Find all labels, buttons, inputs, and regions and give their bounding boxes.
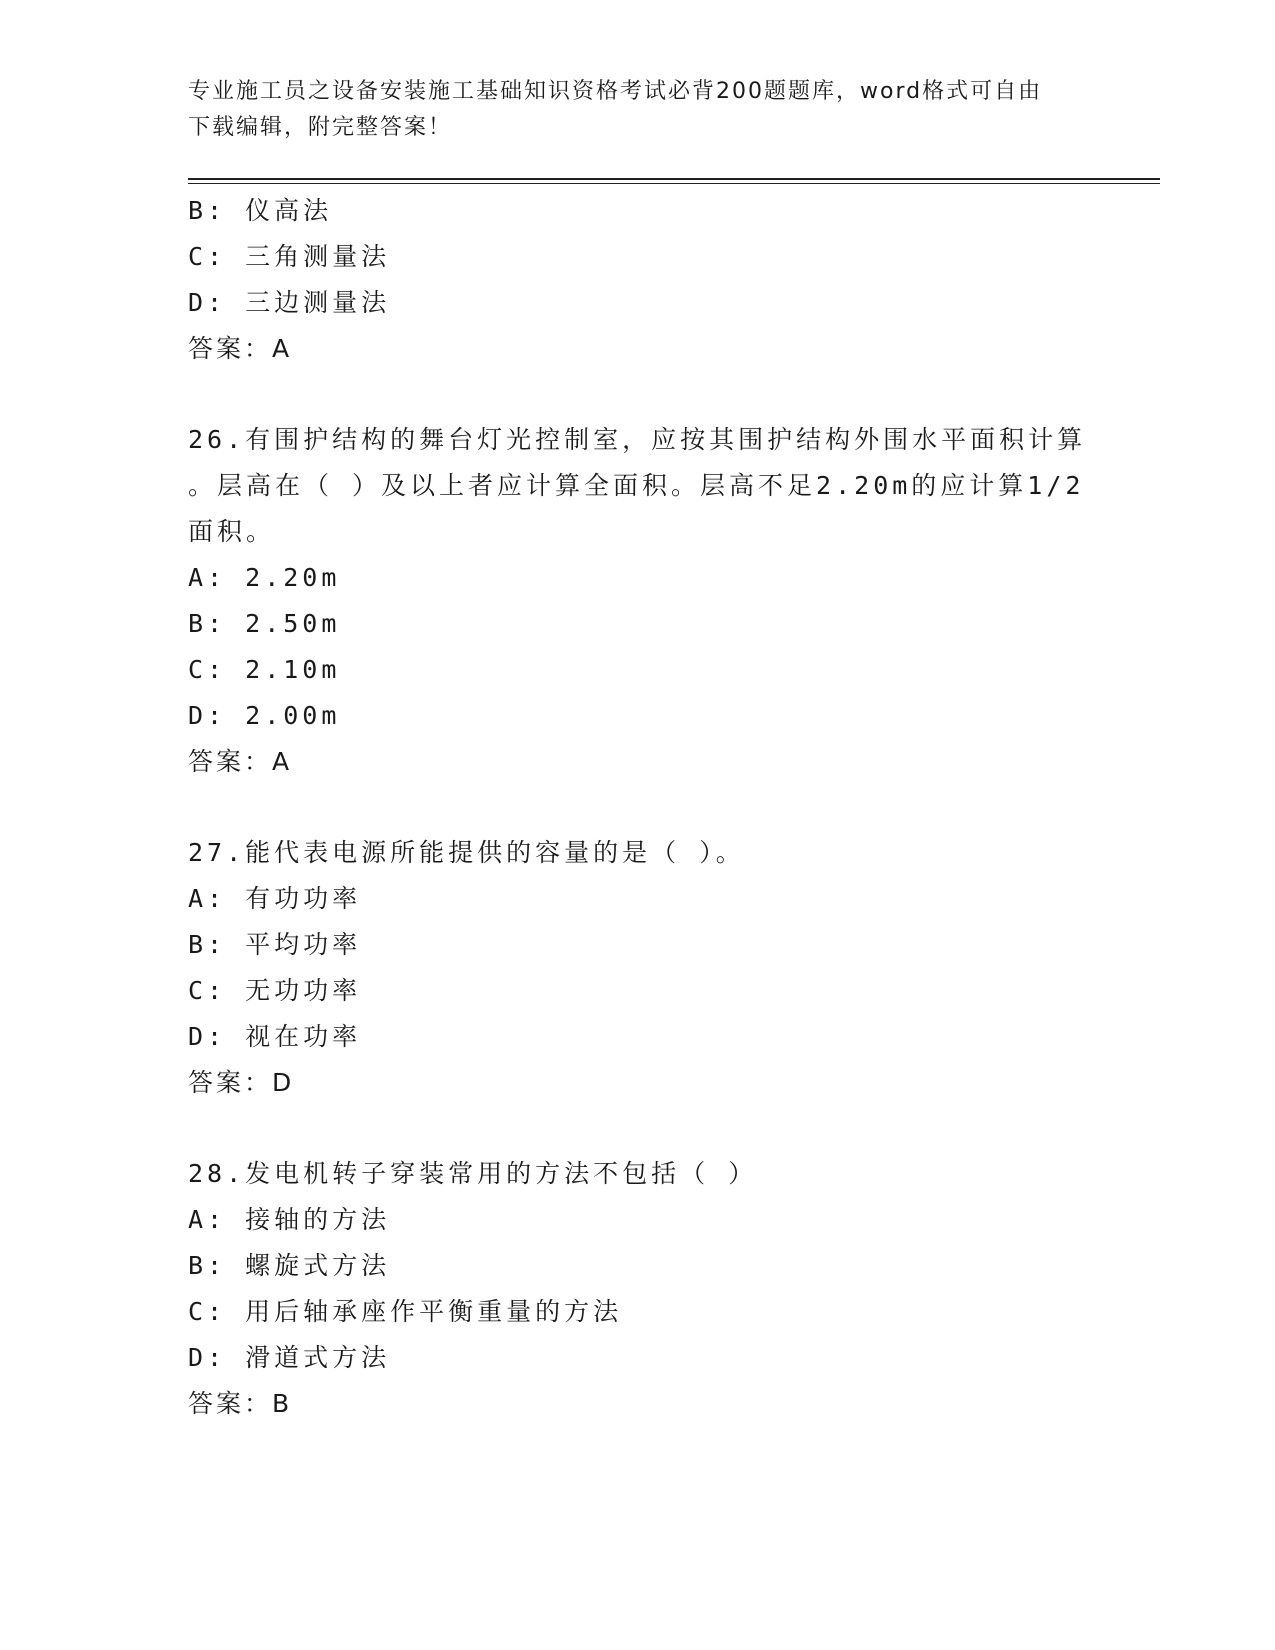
option-c: C: 2.10m (188, 655, 341, 684)
answer-line: 答案：A (188, 334, 293, 363)
header-line-2: 下载编辑，附完整答案！ (188, 115, 453, 140)
header-divider-thin (188, 183, 1160, 184)
question-stem-line: 28.发电机转子穿装常用的方法不包括（ ） (188, 1159, 758, 1188)
option-d: D: 视在功率 (188, 1022, 362, 1051)
option-b: B: 平均功率 (188, 930, 362, 959)
question-block-27 (188, 830, 1088, 1106)
option-a: A: 2.20m (188, 563, 341, 592)
header-divider-thick (188, 178, 1160, 180)
question-stem-line: 26.有围护结构的舞台灯光控制室，应按其围护结构外围水平面积计算 (188, 425, 1087, 454)
option-c: C: 无功功率 (188, 976, 362, 1005)
header-line-1: 专业施工员之设备安装施工基础知识资格考试必背200题题库，word格式可自由 (188, 79, 1043, 104)
option-a: A: 有功功率 (188, 884, 362, 913)
answer-line: 答案：A (188, 747, 293, 776)
option-d: D: 三边测量法 (188, 288, 391, 317)
question-block-26 (188, 417, 1088, 785)
question-stem-line: 27.能代表电源所能提供的容量的是（ ）。 (188, 838, 745, 867)
option-a: A: 接轴的方法 (188, 1205, 391, 1234)
question-list (188, 188, 1088, 1427)
option-b: B: 仪高法 (188, 196, 333, 225)
page-header (188, 74, 1068, 146)
option-b: B: 螺旋式方法 (188, 1251, 391, 1280)
answer-line: 答案：D (188, 1068, 295, 1097)
question-block-28 (188, 1151, 1088, 1427)
option-d: D: 2.00m (188, 701, 341, 730)
option-d: D: 滑道式方法 (188, 1343, 391, 1372)
question-stem-line: 面积。 (188, 517, 276, 546)
option-c: C: 用后轴承座作平衡重量的方法 (188, 1297, 623, 1326)
question-stem-line: 。层高在（ ）及以上者应计算全面积。层高不足2.20m的应计算1/2 (188, 471, 1085, 500)
option-b: B: 2.50m (188, 609, 341, 638)
question-block-partial (188, 188, 1088, 372)
option-c: C: 三角测量法 (188, 242, 391, 271)
answer-line: 答案：B (188, 1389, 293, 1418)
